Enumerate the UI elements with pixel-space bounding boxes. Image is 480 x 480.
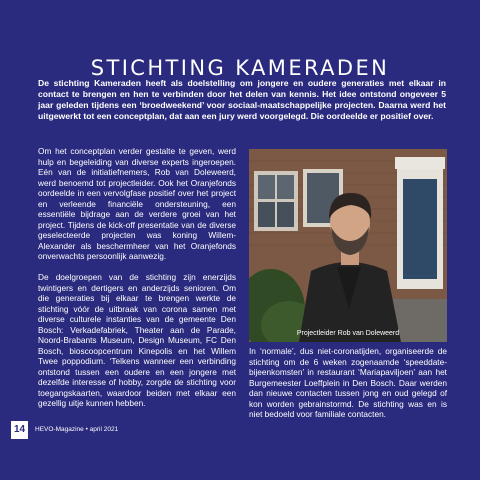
article-title: STICHTING KAMERADEN — [90, 56, 390, 81]
photo-caption: Projectleider Rob van Doleweerd — [296, 330, 400, 337]
publication-info: HEVO-Magazine • april 2021 — [35, 426, 119, 433]
page-number: 14 — [11, 421, 28, 439]
portrait-illustration — [249, 149, 447, 342]
article-intro: De stichting Kameraden heeft als doelstelling om jongere en oudere generaties met elkaar in contact te brengen en hen te verbinden door het delen van kennis. Het idee ontstond ongeveer 5 jaar geleden tijdens een ‘broedweekend’ voor sociaal-maatschappelijke projecten. Daarna werd het uitgewerkt tot een conceptplan, dat aan een jury werd voorgelegd. Die oordeelde er positief over. — [38, 78, 446, 121]
left-column — [38, 146, 236, 419]
paragraph: In ‘normale’, dus niet-coronatijden, organiseerde de stichting om de 6 weken zogenaamde ‘speeddate-bijeenkomsten’ in restaurant ‘Mariapaviljoen’ aan het Burgemeester Loeffplein in Den Bosch. Daar werden dan nieuwe contacten tussen jong en oud gelegd of kon worden gebrainstormd. De stichting was en is niet bedoeld voor familiale contacten. — [249, 346, 447, 419]
right-column — [249, 346, 447, 420]
portrait-photo — [249, 149, 447, 342]
paragraph: De doelgroepen van de stichting zijn enerzijds twintigers en dertigers en anderzijds senioren. Om die generaties bij elkaar te brengen werkte de stichting vóór de uitbraak van corona samen met diverse culturele instanties van de gemeente Den Bosch: Verkadefabriek, Theater aan de Parade, Noord-Brabants Museum, Design Museum, FC Den Bosch, bioscoopcentrum Kinepolis en het Willem Twee poppodium. ‘Telkens wanneer een verbinding ontstond tussen een oudere en een jongere met dezelfde interesse of hobby, zorgde de stichting voor toegangskaarten, waardoor beiden met elkaar een gezellig uitje kunnen hebben. — [38, 272, 236, 408]
page-footer — [0, 421, 480, 443]
paragraph: Om het conceptplan verder gestalte te geven, werd hulp en begeleiding van diverse experts ingeroepen. Eén van de initiatiefnemers, Rob van Doleweerd, werd benoemd tot projectleider. Ook het Oranjefonds oordeelde in een vervolgfase positief over het project en verleende financiële ondersteuning, een essentiële bijdrage aan de verdere groei van het project. Tijdens de kick-off presentatie van de diverse geselecteerde projecten was koning Willem-Alexander als beschermheer van het Oranjefonds onverwachts persoonlijk aanwezig. — [38, 146, 236, 261]
